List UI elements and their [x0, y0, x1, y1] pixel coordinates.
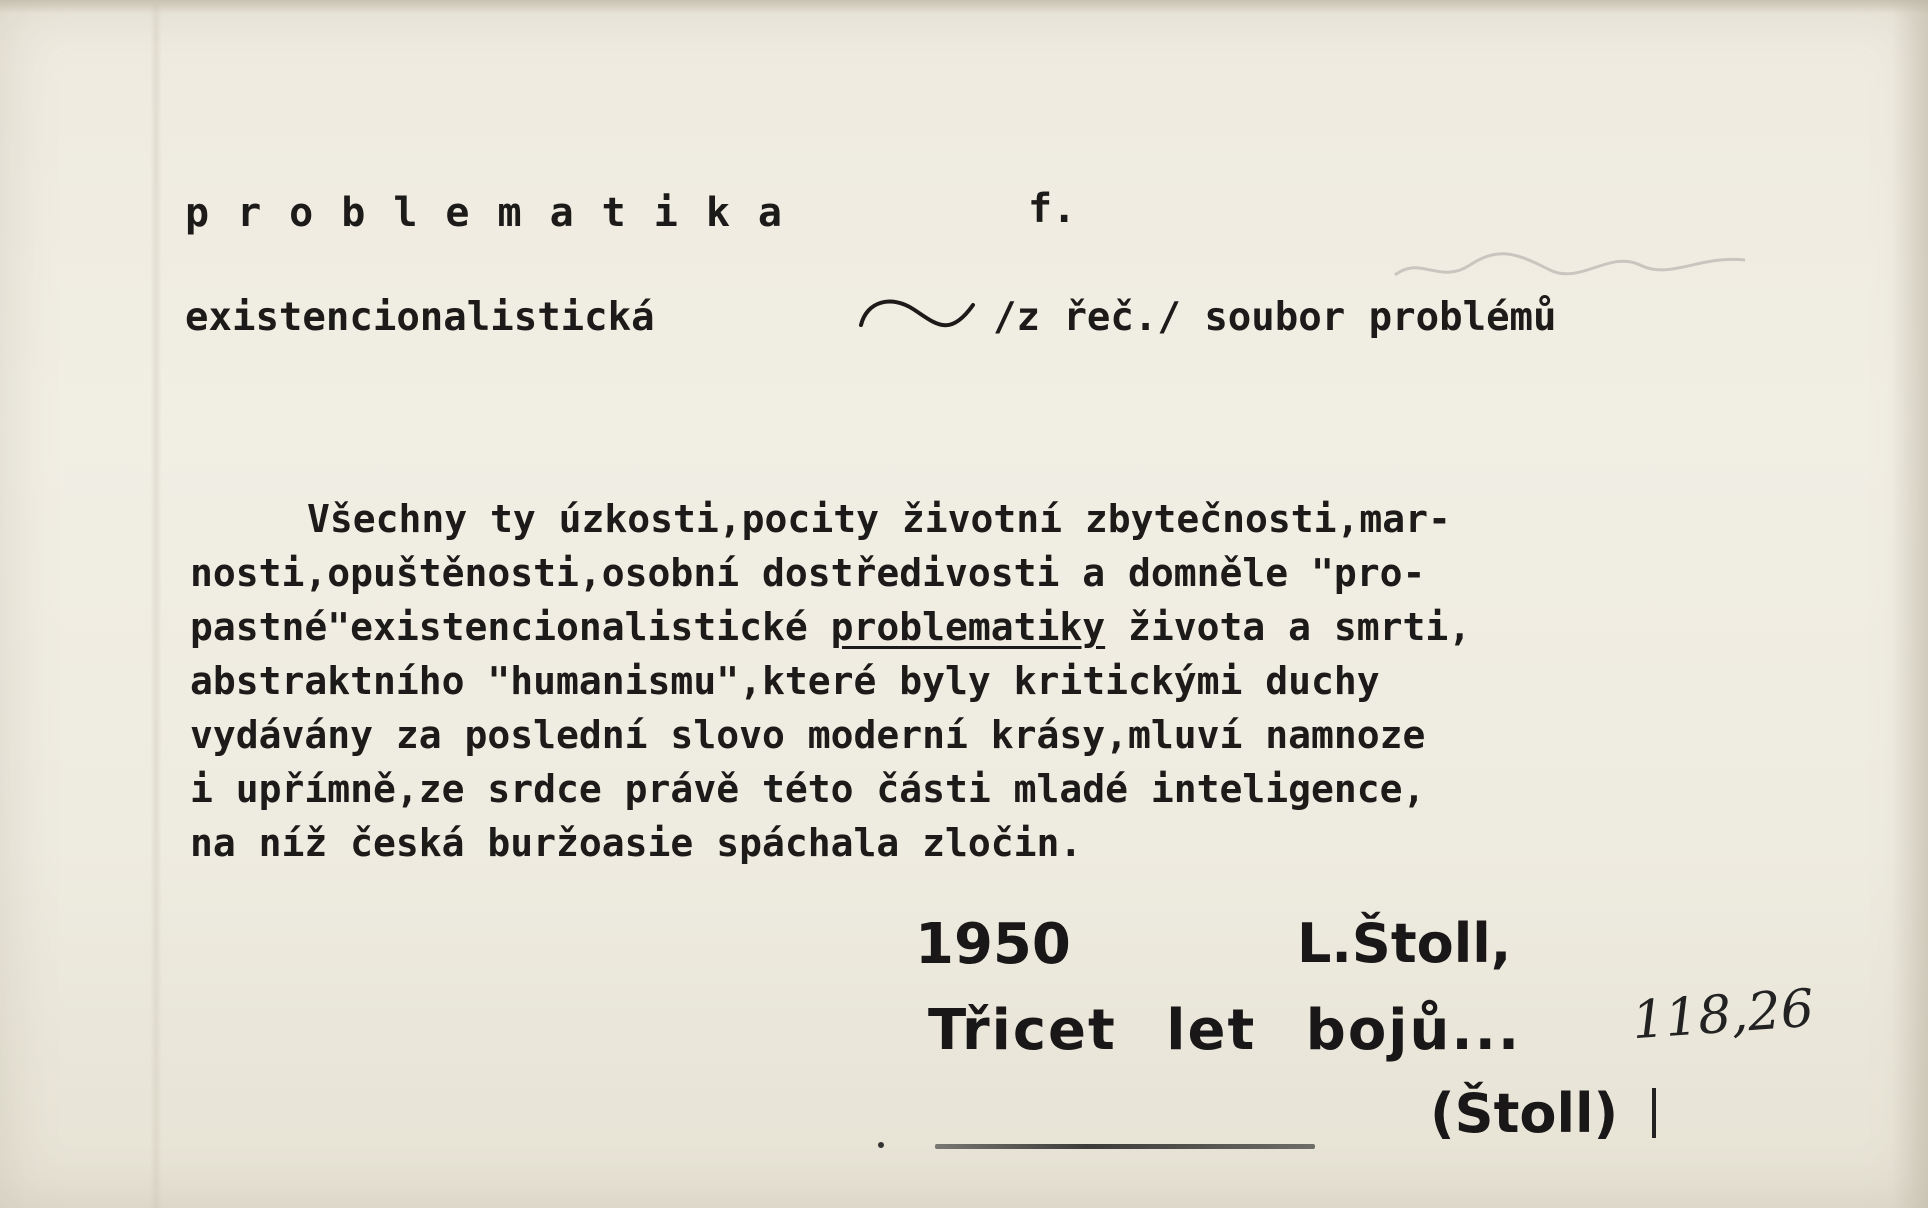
- quote-line: na níž česká buržoasie spáchala zločin.: [190, 821, 1083, 865]
- quote-line: i upřímně,ze srdce právě této části mladé inteligence,: [190, 767, 1426, 811]
- quote-line: vydávány za poslední slovo moderní krásy,mluví namnoze: [190, 713, 1426, 757]
- paper-fold-line: [150, 0, 162, 1208]
- underlined-headword: problematiky: [830, 605, 1106, 649]
- source-year: 1950: [915, 912, 1071, 977]
- grammatical-gender: f.: [1028, 186, 1077, 232]
- bracket-mark: [1652, 1088, 1656, 1138]
- definition: /z řeč./ soubor problémů: [993, 295, 1557, 340]
- source-short-author: (Štoll): [1430, 1082, 1619, 1145]
- page-reference: 118,26: [1630, 978, 1816, 1052]
- separator-rule: [935, 1144, 1315, 1149]
- quote-line: Všechny ty úzkosti,pocity životní zbytečnosti,mar-: [307, 497, 1451, 541]
- card-top-edge: [0, 0, 1928, 14]
- quotation: [190, 492, 1890, 870]
- quote-line: [190, 600, 1890, 654]
- tilde-icon: [857, 287, 977, 347]
- source-author: L.Štoll,: [1297, 912, 1512, 975]
- ink-dot: [878, 1142, 884, 1148]
- collocation-row: [185, 295, 1785, 355]
- quote-line: abstraktního "humanismu",které byly kritickými duchy: [190, 659, 1380, 703]
- quote-segment: pastné"existencionalistické: [190, 605, 831, 649]
- collocation: existencionalistická: [185, 295, 655, 340]
- card-right-edge: [1892, 0, 1928, 1208]
- headword: problematika: [185, 190, 810, 236]
- quote-segment: života a smrti,: [1105, 605, 1472, 649]
- quote-line: nosti,opuštěnosti,osobní dostředivosti a domněle "pro-: [190, 551, 1426, 595]
- faint-pencil-note: [1390, 235, 1750, 295]
- source-title: Třicet let bojů...: [928, 998, 1522, 1063]
